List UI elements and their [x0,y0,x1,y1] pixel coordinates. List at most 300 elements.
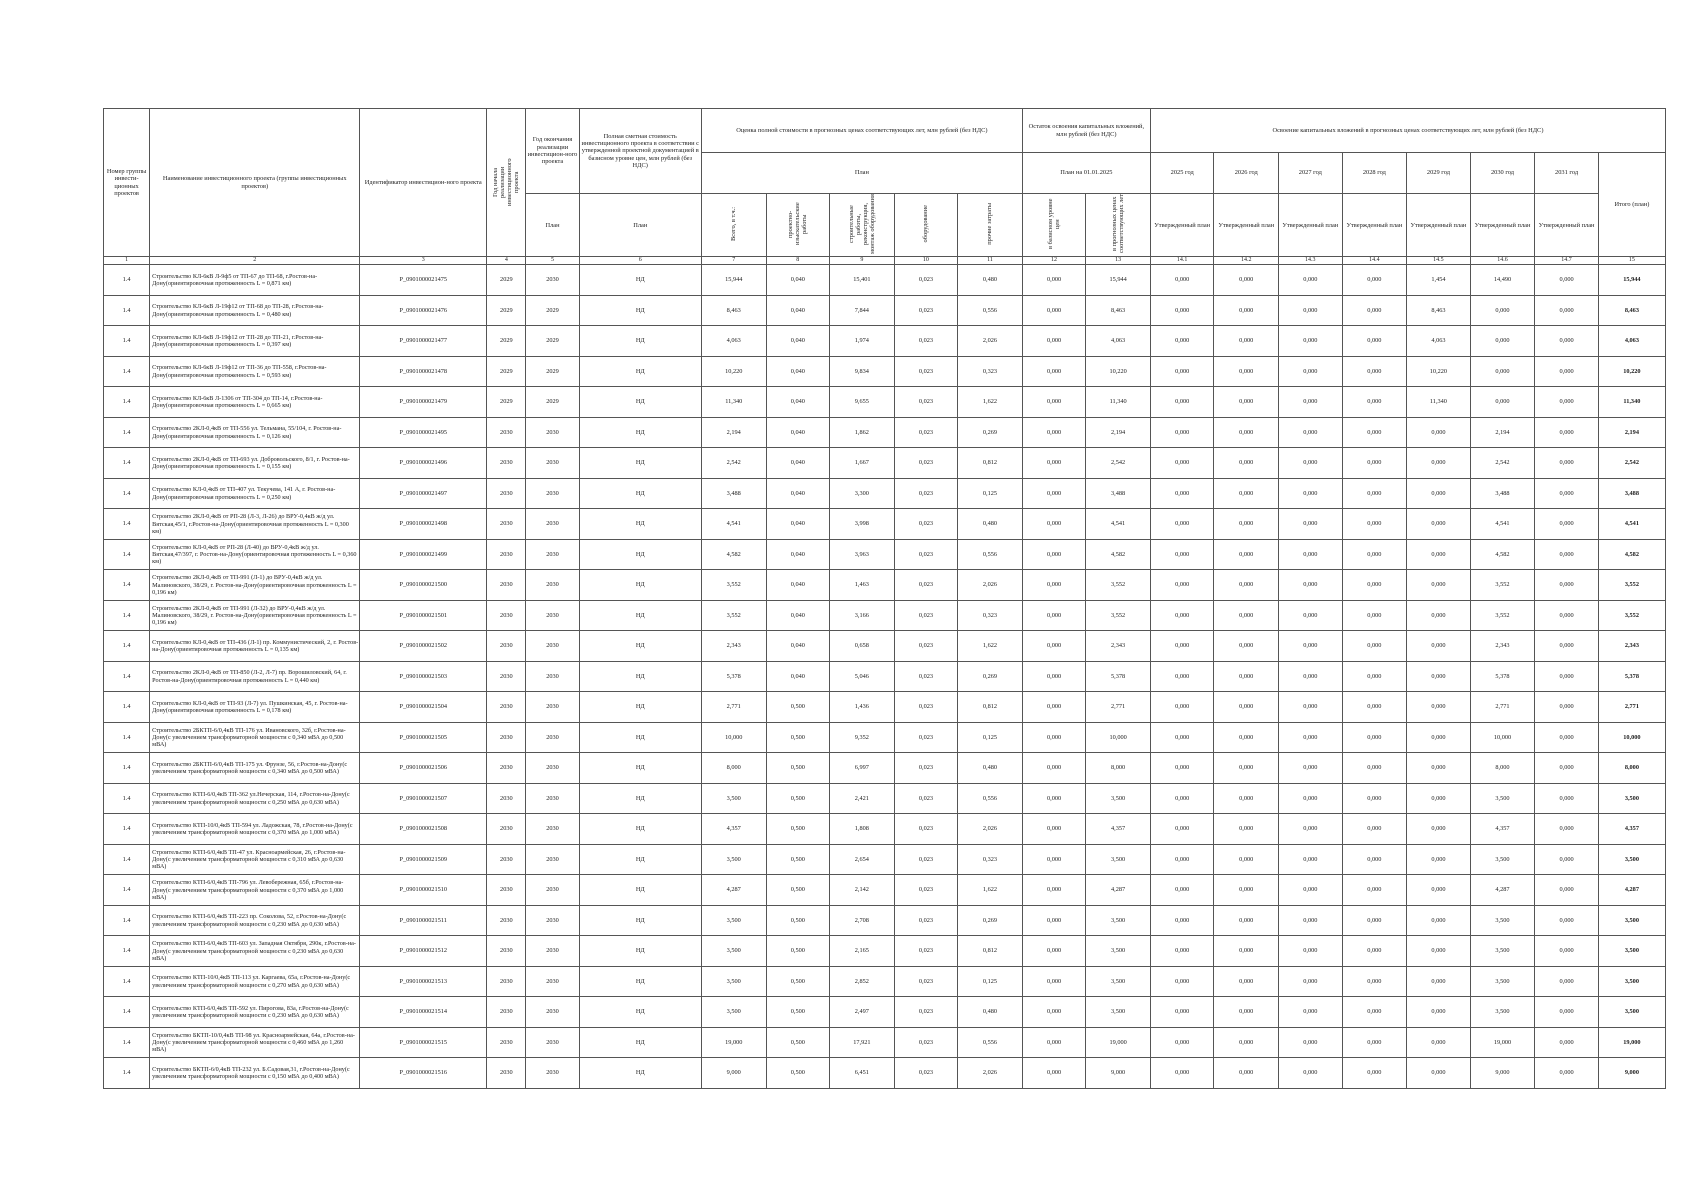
cell-value: 0,000 [1214,936,1279,967]
header-approved-2028: Утвержденный план [1342,194,1407,257]
cell-value: 0,000 [1342,387,1407,418]
cell-project-id: Р_0901000021500 [360,570,487,601]
table-row [104,692,1666,723]
cell-value: 0,480 [958,753,1023,784]
cell-full-cost: НД [579,387,701,418]
cell-project-name: Строительство КТП-6/0,4кВ ТП-362 ул.Нечерская, 114, г.Ростов-на-Дону(с увеличением трансформаторной мощности с 0,250 мВА до 0,630 мВА) [150,783,360,814]
cell-value: 0,000 [1407,1027,1470,1058]
cell-end-year: 2030 [526,692,579,723]
cell-value: 0,000 [1022,387,1085,418]
cell-group: 1.4 [104,387,150,418]
cell-value: 0,000 [1342,814,1407,845]
cell-project-name: Строительство КТП-6/0,4кВ ТП-603 ул. Западная Октября, 290к, г.Ростов-на-Дону(с увеличением трансформаторной мощности с 0,230 мВА до 0,630 мВА) [150,936,360,967]
column-numbers-row [104,257,1666,265]
cell-value: 0,000 [1535,783,1598,814]
table-row [104,997,1666,1028]
cell-total: 2,343 [1598,631,1665,662]
cell-value: 0,000 [1214,1027,1279,1058]
cell-value: 0,000 [1022,326,1085,357]
cell-value: 0,000 [1407,631,1470,662]
cell-total: 8,000 [1598,753,1665,784]
cell-value: 0,556 [958,539,1023,570]
cell-project-id: Р_0901000021514 [360,997,487,1028]
cell-value: 0,000 [1342,570,1407,601]
cell-value: 0,023 [894,997,957,1028]
cell-value: 0,000 [1150,509,1213,540]
cell-value: 0,000 [1535,997,1598,1028]
cell-total: 3,552 [1598,600,1665,631]
cell-value: 0,000 [1535,692,1598,723]
cell-value: 5,378 [701,661,766,692]
cell-value: 0,000 [1214,600,1279,631]
cell-value: 9,352 [830,722,895,753]
cell-value: 0,269 [958,661,1023,692]
cell-value: 0,812 [958,448,1023,479]
cell-value: 4,063 [1407,326,1470,357]
cell-end-year: 2030 [526,905,579,936]
cell-end-year: 2029 [526,295,579,326]
cell-end-year: 2029 [526,326,579,357]
header-total-incl [701,194,766,257]
cell-start-year: 2030 [487,722,526,753]
cell-value: 0,500 [766,1027,829,1058]
cell-value: 0,480 [958,265,1023,296]
cell-project-name: Строительство КТП-10/0,4кВ ТП-113 ул. Каргаева, 65а, г.Ростов-на-Дону(с увеличением трансформаторной мощности с 0,270 мВА до 0,630 мВА) [150,966,360,997]
cell-value: 0,000 [1022,631,1085,662]
cell-project-name: Строительство 2КЛ-0,4кВ от ТП-991 (Л-1) до ВРУ-0,4кВ ж/д ул. Малиновского, 38/29, г. Ростов-на-Дону(ориентировочная протяженность L = 0,196 км) [150,570,360,601]
cell-project-name: Строительство КЛ-6кВ Л-19ф12 от ТП-68 до ТП-28, г.Ростов-на-Дону(ориентировочная протяженность L = 0,480 км) [150,295,360,326]
cell-value: 0,000 [1150,448,1213,479]
cell-value: 0,125 [958,966,1023,997]
cell-value: 10,000 [1086,722,1151,753]
cell-project-id: Р_0901000021497 [360,478,487,509]
cell-project-id: Р_0901000021515 [360,1027,487,1058]
table-row [104,478,1666,509]
cell-total: 4,582 [1598,539,1665,570]
cell-value: 0,000 [1214,539,1279,570]
cell-value: 0,269 [958,417,1023,448]
cell-total: 19,000 [1598,1027,1665,1058]
header-basis-prices-text: в базисном уровне цен [1047,198,1062,250]
cell-value: 19,000 [701,1027,766,1058]
cell-total: 3,500 [1598,783,1665,814]
cell-value: 0,000 [1022,905,1085,936]
cell-project-id: Р_0901000021477 [360,326,487,357]
cell-start-year: 2030 [487,814,526,845]
cell-project-id: Р_0901000021475 [360,265,487,296]
cell-project-name: Строительство 2КЛ-0,4кВ от ТП-693 ул. Добровольского, 8/1, г. Ростов-на-Дону(ориентировочная протяженность L = 0,155 км) [150,448,360,479]
cell-total: 3,500 [1598,844,1665,875]
cell-value: 0,000 [1150,661,1213,692]
cell-value: 2,165 [830,936,895,967]
cell-value: 0,000 [1342,448,1407,479]
cell-full-cost: НД [579,356,701,387]
table-header [104,109,1666,265]
cell-end-year: 2030 [526,783,579,814]
cell-value: 0,000 [1535,417,1598,448]
cell-group: 1.4 [104,661,150,692]
cell-total: 4,287 [1598,875,1665,906]
cell-full-cost: НД [579,875,701,906]
cell-value: 0,000 [1407,814,1470,845]
cell-full-cost: НД [579,448,701,479]
cell-value: 0,000 [1407,509,1470,540]
cell-value: 0,000 [1150,631,1213,662]
cell-full-cost: НД [579,1027,701,1058]
table-row [104,326,1666,357]
cell-value: 0,000 [1342,1027,1407,1058]
cell-value: 3,500 [701,783,766,814]
table-row [104,448,1666,479]
cell-project-id: Р_0901000021502 [360,631,487,662]
cell-value: 0,000 [1279,1058,1342,1089]
cell-full-cost: НД [579,478,701,509]
cell-value: 0,000 [1150,539,1213,570]
cell-value: 0,000 [1150,295,1213,326]
cell-value: 3,500 [1086,783,1151,814]
cell-value: 1,862 [830,417,895,448]
cell-project-name: Строительство 2КЛ-0,4кВ от ТП-556 ул. Тельмана, 55/104, г. Ростов-на-Дону(ориентировочная протяженность L = 0,126 км) [150,417,360,448]
cell-full-cost: НД [579,692,701,723]
cell-project-id: Р_0901000021510 [360,875,487,906]
header-total-incl-text: Всего, в т.ч.: [730,207,738,241]
header-forecast-prices [1086,194,1151,257]
cell-value: 3,500 [1086,936,1151,967]
cell-value: 4,287 [701,875,766,906]
cell-value: 0,000 [1022,509,1085,540]
cell-full-cost: НД [579,905,701,936]
table-row [104,753,1666,784]
cell-value: 0,000 [1150,417,1213,448]
cell-value: 0,000 [1279,783,1342,814]
table-row [104,844,1666,875]
header-survey [766,194,829,257]
cell-total: 11,340 [1598,387,1665,418]
cell-value: 0,000 [1342,509,1407,540]
cell-value: 0,000 [1022,356,1085,387]
cell-value: 2,026 [958,814,1023,845]
cell-value: 0,125 [958,478,1023,509]
header-construction [830,194,895,257]
cell-project-id: Р_0901000021476 [360,295,487,326]
column-number: 5 [526,257,579,265]
column-number: 8 [766,257,829,265]
cell-value: 0,040 [766,356,829,387]
cell-value: 0,040 [766,539,829,570]
column-number: 6 [579,257,701,265]
cell-value: 0,000 [1022,600,1085,631]
cell-value: 2,771 [701,692,766,723]
cell-value: 0,000 [1535,1027,1598,1058]
table-row [104,1058,1666,1089]
cell-full-cost: НД [579,661,701,692]
cell-project-id: Р_0901000021501 [360,600,487,631]
cell-value: 0,000 [1342,539,1407,570]
cell-project-id: Р_0901000021495 [360,417,487,448]
cell-value: 0,000 [1279,417,1342,448]
cell-full-cost: НД [579,631,701,662]
table-body [104,265,1666,1089]
column-number: 9 [830,257,895,265]
cell-value: 0,000 [1022,966,1085,997]
cell-value: 6,451 [830,1058,895,1089]
cell-value: 5,046 [830,661,895,692]
cell-project-id: Р_0901000021508 [360,814,487,845]
cell-value: 0,000 [1150,570,1213,601]
cell-value: 0,000 [1279,509,1342,540]
cell-value: 3,998 [830,509,895,540]
cell-project-name: Строительство КЛ-0,4кВ от РП-28 (Л-40) до ВРУ-0,4кВ ж/д ул. Вятская,47/397, г. Ростов-на-Дону(ориентировочная протяженность L = 0,360 км) [150,539,360,570]
cell-value: 0,000 [1342,783,1407,814]
table-row [104,600,1666,631]
header-approved-2030: Утвержденный план [1470,194,1535,257]
cell-value: 0,000 [1214,265,1279,296]
cell-project-name: Строительство КЛ-6кВ Л-19ф12 от ТП-28 до ТП-21, г.Ростов-на-Дону(ориентировочная протяженность L = 0,397 км) [150,326,360,357]
cell-project-id: Р_0901000021503 [360,661,487,692]
cell-value: 4,357 [1086,814,1151,845]
cell-value: 0,000 [1279,539,1342,570]
cell-value: 1,463 [830,570,895,601]
cell-value: 0,023 [894,448,957,479]
cell-full-cost: НД [579,1058,701,1089]
header-basis-prices [1022,194,1085,257]
cell-value: 0,000 [1279,326,1342,357]
cell-value: 1,436 [830,692,895,723]
cell-value: 0,000 [1407,600,1470,631]
cell-end-year: 2030 [526,997,579,1028]
cell-value: 0,000 [1279,875,1342,906]
table-row [104,1027,1666,1058]
cell-value: 4,357 [701,814,766,845]
cell-value: 0,000 [1279,936,1342,967]
cell-value: 0,500 [766,844,829,875]
cell-value: 0,000 [1342,478,1407,509]
cell-value: 0,500 [766,905,829,936]
cell-value: 0,000 [1407,448,1470,479]
cell-value: 0,040 [766,600,829,631]
cell-value: 0,000 [1214,1058,1279,1089]
cell-value: 0,023 [894,692,957,723]
cell-value: 0,269 [958,905,1023,936]
cell-value: 0,000 [1279,356,1342,387]
column-number: 10 [894,257,957,265]
cell-value: 0,500 [766,722,829,753]
cell-end-year: 2030 [526,631,579,662]
header-year-2031: 2031 год [1535,153,1598,194]
cell-value: 0,000 [1342,356,1407,387]
cell-value: 0,000 [1214,905,1279,936]
cell-value: 8,463 [701,295,766,326]
cell-value: 0,000 [1342,1058,1407,1089]
cell-value: 0,000 [1214,631,1279,662]
header-forecast-cost: Оценка полной стоимости в прогнозных ценах соответствующих лет, млн рублей (без НДС) [701,109,1022,153]
cell-full-cost: НД [579,814,701,845]
cell-value: 0,000 [1279,844,1342,875]
cell-value: 0,000 [1342,966,1407,997]
cell-end-year: 2030 [526,875,579,906]
cell-value: 3,500 [1086,844,1151,875]
cell-value: 4,582 [1470,539,1535,570]
cell-group: 1.4 [104,783,150,814]
cell-value: 0,023 [894,1027,957,1058]
cell-value: 0,812 [958,692,1023,723]
cell-value: 8,000 [701,753,766,784]
cell-value: 2,194 [1086,417,1151,448]
cell-value: 0,000 [1214,478,1279,509]
cell-value: 7,844 [830,295,895,326]
cell-value: 0,000 [1022,936,1085,967]
cell-value: 0,040 [766,570,829,601]
cell-full-cost: НД [579,844,701,875]
cell-project-name: Строительство КЛ-0,4кВ от ТП-93 (Л-7) ул. Пушкинская, 45, г. Ростов-на-Дону(ориентировочная протяженность L = 0,178 км) [150,692,360,723]
cell-project-name: Строительство 2КЛ-0,4кВ от ТП-991 (Л-32) до ВРУ-0,4кВ ж/д ул. Малиновского, 38/29, г. Ростов-на-Дону(ориентировочная протяженность L = 0,196 км) [150,600,360,631]
cell-group: 1.4 [104,692,150,723]
cell-value: 9,000 [1086,1058,1151,1089]
cell-value: 0,000 [1150,844,1213,875]
cell-value: 0,000 [1407,722,1470,753]
cell-start-year: 2029 [487,326,526,357]
cell-value: 3,552 [701,570,766,601]
cell-value: 0,000 [1407,539,1470,570]
cell-value: 0,000 [1279,631,1342,662]
cell-value: 0,000 [1279,600,1342,631]
cell-value: 1,808 [830,814,895,845]
cell-value: 0,000 [1214,844,1279,875]
cell-value: 0,000 [1022,753,1085,784]
cell-value: 2,194 [701,417,766,448]
cell-end-year: 2030 [526,600,579,631]
table-row [104,722,1666,753]
cell-value: 0,040 [766,326,829,357]
cell-project-id: Р_0901000021498 [360,509,487,540]
cell-total: 3,500 [1598,966,1665,997]
cell-value: 3,300 [830,478,895,509]
table-row [104,783,1666,814]
cell-value: 0,000 [1279,1027,1342,1058]
cell-total: 3,488 [1598,478,1665,509]
cell-value: 0,000 [1022,875,1085,906]
cell-value: 0,023 [894,905,957,936]
cell-group: 1.4 [104,600,150,631]
cell-value: 3,552 [701,600,766,631]
cell-end-year: 2030 [526,722,579,753]
cell-group: 1.4 [104,936,150,967]
header-equipment [894,194,957,257]
cell-group: 1.4 [104,448,150,479]
cell-value: 0,023 [894,631,957,662]
cell-value: 2,343 [1086,631,1151,662]
cell-value: 4,063 [701,326,766,357]
cell-value: 0,000 [1535,814,1598,845]
cell-value: 0,000 [1279,722,1342,753]
cell-value: 0,000 [1535,600,1598,631]
table-row [104,661,1666,692]
cell-value: 3,500 [1470,936,1535,967]
cell-value: 0,000 [1535,448,1598,479]
cell-value: 4,541 [1470,509,1535,540]
cell-project-name: Строительство КЛ-0,4кВ от ТП-436 (Л-1) пр. Коммунистический, 2, г. Ростов-на-Дону(ориентировочная протяженность L = 0,135 км) [150,631,360,662]
cell-total: 4,357 [1598,814,1665,845]
cell-value: 0,040 [766,387,829,418]
cell-total: 15,944 [1598,265,1665,296]
cell-start-year: 2030 [487,631,526,662]
cell-project-name: Строительство 2БКТП-6/0,4кВ ТП-175 ул. Фрунзе, 56, г.Ростов-на-Дону(с увеличением трансформаторной мощности с 0,340 мВА до 0,500 мВА) [150,753,360,784]
cell-full-cost: НД [579,936,701,967]
cell-value: 0,000 [1150,265,1213,296]
cell-value: 0,323 [958,356,1023,387]
cell-end-year: 2029 [526,387,579,418]
cell-group: 1.4 [104,1027,150,1058]
cell-value: 0,000 [1022,997,1085,1028]
cell-value: 0,000 [1022,265,1085,296]
cell-value: 0,000 [1535,631,1598,662]
cell-value: 0,000 [1535,356,1598,387]
cell-value: 0,000 [1022,1027,1085,1058]
cell-value: 0,023 [894,600,957,631]
cell-value: 4,287 [1470,875,1535,906]
cell-end-year: 2029 [526,356,579,387]
cell-start-year: 2030 [487,478,526,509]
cell-value: 15,944 [1086,265,1151,296]
cell-value: 0,000 [1214,783,1279,814]
column-number: 14.2 [1214,257,1279,265]
cell-project-name: Строительство КТП-10/0,4кВ ТП-594 ул. Ладожская, 78, г.Ростов-на-Дону(с увеличением трансформаторной мощности с 0,370 мВА до 1,000 мВА) [150,814,360,845]
column-number: 14.7 [1535,257,1598,265]
cell-start-year: 2029 [487,356,526,387]
cell-value: 0,023 [894,417,957,448]
cell-value: 0,000 [1214,326,1279,357]
cell-full-cost: НД [579,417,701,448]
cell-value: 0,000 [1022,478,1085,509]
cell-value: 0,323 [958,844,1023,875]
header-plan-date: План на 01.01.2025 [1022,153,1150,194]
header-total: Итого (план) [1598,153,1665,257]
cell-group: 1.4 [104,265,150,296]
cell-value: 0,000 [1342,265,1407,296]
cell-end-year: 2030 [526,448,579,479]
cell-value: 0,023 [894,722,957,753]
cell-value: 0,000 [1535,753,1598,784]
cell-value: 0,040 [766,265,829,296]
cell-value: 1,974 [830,326,895,357]
cell-group: 1.4 [104,417,150,448]
cell-project-id: Р_0901000021509 [360,844,487,875]
cell-end-year: 2030 [526,570,579,601]
cell-full-cost: НД [579,326,701,357]
cell-group: 1.4 [104,1058,150,1089]
column-number: 14.1 [1150,257,1213,265]
cell-value: 2,542 [701,448,766,479]
cell-value: 2,771 [1086,692,1151,723]
cell-group: 1.4 [104,356,150,387]
cell-value: 0,000 [1535,722,1598,753]
cell-value: 0,040 [766,417,829,448]
column-number: 3 [360,257,487,265]
cell-value: 0,000 [1214,814,1279,845]
cell-value: 3,552 [1086,570,1151,601]
table-row [104,875,1666,906]
cell-value: 3,500 [701,997,766,1028]
cell-value: 0,023 [894,295,957,326]
cell-value: 3,552 [1086,600,1151,631]
cell-value: 0,000 [1535,875,1598,906]
cell-value: 0,000 [1535,265,1598,296]
cell-full-cost: НД [579,570,701,601]
cell-end-year: 2030 [526,265,579,296]
cell-value: 0,000 [1407,661,1470,692]
cell-value: 0,023 [894,875,957,906]
cell-project-name: Строительство 2БКТП-6/0,4кВ ТП-176 ул. Ивановского, 32б, г.Ростов-на-Дону(с увеличением трансформаторной мощности с 0,340 мВА до 0,500 мВА) [150,722,360,753]
